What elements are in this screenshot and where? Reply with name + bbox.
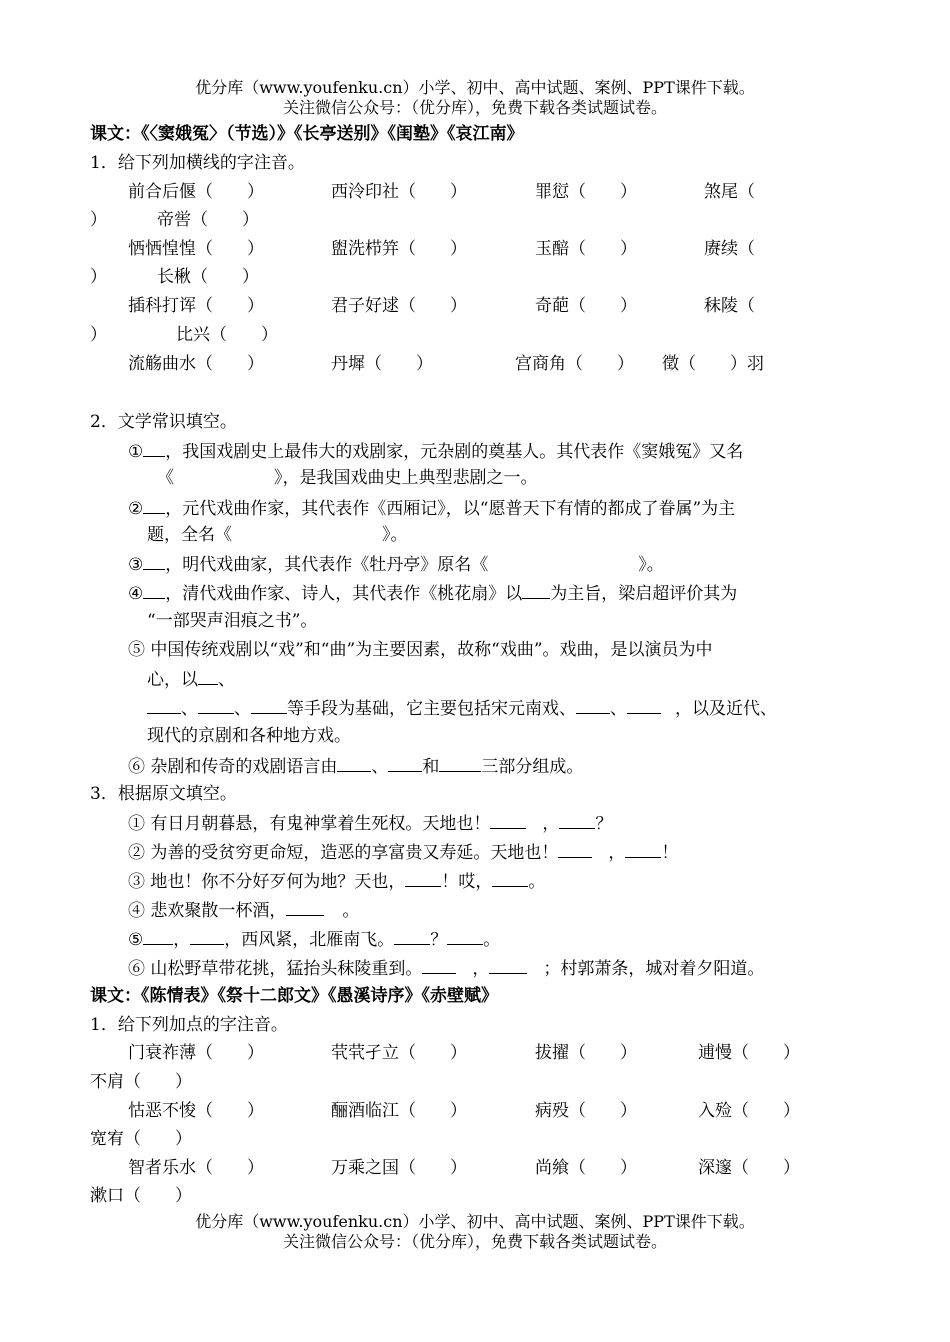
q3-item-4: ④ 悲欢聚散一杯酒， 。: [128, 901, 360, 921]
header-line-1: 优分库（www.youfenku.cn）小学、初中、高中试题、案例、PPT课件下载。: [195, 78, 755, 97]
q2-item-4-cont: “一部哭声泪痕之书”。: [147, 611, 318, 631]
answer-blank[interactable]: [627, 697, 661, 714]
pinyin-item: 恓恓惶惶（ ）: [128, 239, 264, 259]
lesson1-q2-prompt: 2．文学常识填空。: [90, 412, 237, 432]
pinyin-item: 前合后偃（ ）: [128, 182, 264, 202]
answer-blank[interactable]: [489, 957, 527, 974]
answer-blank[interactable]: [190, 928, 224, 945]
pinyin-item: 万乘之国（ ）: [331, 1158, 467, 1178]
pinyin-item: 盥洗栉笄（ ）: [331, 239, 467, 259]
pinyin-item: 奇葩（ ）: [535, 296, 637, 316]
q2-item-1: ① ，我国戏剧史上最伟大的戏剧家，元杂剧的奠基人。其代表作《窦娥冤》又名: [128, 442, 744, 462]
answer-blank[interactable]: [143, 440, 165, 457]
pinyin-item: 插科打诨（ ）: [128, 296, 264, 316]
answer-blank[interactable]: [558, 841, 592, 858]
lesson2-q1-prompt: 1．给下列加点的字注音。: [90, 1015, 288, 1035]
pinyin-item: ）: [90, 210, 107, 230]
lesson2-title: 课文：《陈情表》《祭十二郎文》《愚溪诗序》《赤壁赋》: [90, 986, 498, 1006]
pinyin-item: 漱口（ ）: [90, 1186, 192, 1206]
pinyin-item: 病殁（ ）: [535, 1101, 637, 1121]
pinyin-item: 尚飨（ ）: [535, 1158, 637, 1178]
answer-blank[interactable]: [576, 697, 610, 714]
answer-blank[interactable]: [198, 697, 234, 714]
pinyin-item: 门衰祚薄（ ）: [128, 1043, 264, 1063]
q2-item-2-cont: 题，全名《 》。: [147, 525, 408, 545]
lesson1-q3-prompt: 3．根据原文填空。: [90, 784, 237, 804]
q3-item-5: ⑤ ， ，西风紧，北雁南飞。 ？ 。: [128, 930, 501, 950]
pinyin-item: 长楸（ ）: [157, 267, 259, 287]
pinyin-item: ）: [90, 325, 107, 345]
answer-blank[interactable]: [147, 697, 181, 714]
answer-blank[interactable]: [439, 755, 481, 772]
answer-blank[interactable]: [625, 841, 661, 858]
answer-blank[interactable]: [522, 582, 550, 599]
q3-item-6: ⑥ 山松野草带花挑，猛抬头秣陵重到。 ， ；村郭萧条，城对着夕阳道。: [128, 959, 765, 979]
q3-item-1: ① 有日月朝暮悬，有鬼神掌着生死权。天地也！ ， ？: [128, 814, 613, 834]
lesson1-q1-prompt: 1．给下列加横线的字注音。: [90, 153, 305, 173]
pinyin-item: 茕茕孑立（ ）: [331, 1043, 467, 1063]
pinyin-item: 罪愆（ ）: [535, 182, 637, 202]
pinyin-item: 流觞曲水（ ）: [128, 354, 264, 374]
pinyin-item: 智者乐水（ ）: [128, 1158, 264, 1178]
pinyin-item: 煞尾（: [704, 182, 755, 202]
answer-blank[interactable]: [447, 928, 483, 945]
pinyin-item: 宫商角（ ）: [515, 354, 634, 374]
pinyin-item: 君子好逑（ ）: [331, 296, 467, 316]
pinyin-item: 拔擢（ ）: [535, 1043, 637, 1063]
pinyin-item: 深邃（ ）: [698, 1158, 800, 1178]
lesson1-title: 课文：《〈窦娥冤〉（节选）》《长亭送别》《闺塾》《哀江南》: [90, 124, 524, 144]
q3-item-2: ② 为善的受贫穷更命短，造恶的享富贵又寿延。天地也！ ， ！: [128, 843, 679, 863]
q2-item-5-cont3: 现代的京剧和各种地方戏。: [147, 726, 351, 746]
answer-blank[interactable]: [143, 582, 165, 599]
footer-line-2: 关注微信公众号：（优分库），免费下载各类试题试卷。: [282, 1232, 667, 1251]
pinyin-item: 西泠印社（ ）: [331, 182, 467, 202]
answer-blank[interactable]: [143, 497, 165, 514]
q2-item-2: ② ，元代戏曲作家，其代表作《西厢记》，以“愿普天下有情的都成了眷属”为主: [128, 499, 736, 519]
pinyin-item: 秣陵（: [704, 296, 755, 316]
q3-item-3: ③ 地也！你不分好歹何为地？天也， ！哎， 。: [128, 872, 546, 892]
pinyin-item: 丹墀（ ）: [331, 354, 433, 374]
answer-blank[interactable]: [422, 957, 456, 974]
answer-blank[interactable]: [559, 812, 595, 829]
answer-blank[interactable]: [337, 755, 371, 772]
answer-blank[interactable]: [394, 928, 430, 945]
q2-item-5: ⑤ 中国传统戏剧以“戏”和“曲”为主要因素，故称“戏曲”。戏曲，是以演员为中: [128, 640, 713, 660]
answer-blank[interactable]: [286, 899, 324, 916]
q2-item-5-cont2: 、 、 等手段为基础，它主要包括宋元南戏、 、 ，以及近代、: [147, 697, 777, 720]
q2-item-1-cont: 《 》，是我国戏曲史上典型悲剧之一。: [157, 468, 538, 488]
pinyin-item: 玉醅（ ）: [535, 239, 637, 259]
answer-blank[interactable]: [251, 697, 287, 714]
answer-blank[interactable]: [492, 870, 528, 887]
pinyin-item: 不肩（ ）: [90, 1072, 192, 1092]
pinyin-item: 怙恶不悛（ ）: [128, 1101, 264, 1121]
pinyin-item: 逋慢（ ）: [698, 1043, 800, 1063]
answer-blank[interactable]: [388, 755, 422, 772]
pinyin-item: 宽宥（ ）: [90, 1129, 192, 1149]
pinyin-item: 徵（ ）羽: [662, 354, 764, 374]
pinyin-item: 酾酒临江（ ）: [331, 1101, 467, 1121]
q2-item-3: ③ ，明代戏曲家，其代表作《牡丹亭》原名《 》。: [128, 555, 664, 575]
answer-blank[interactable]: [143, 928, 173, 945]
pinyin-item: 入殓（ ）: [698, 1101, 800, 1121]
q2-item-4: ④ ，清代戏曲作家、诗人，其代表作《桃花扇》以 为主旨，梁启超评价其为: [128, 584, 738, 604]
pinyin-item: 帝喾（ ）: [157, 210, 259, 230]
q2-item-5-cont: 心，以 、: [147, 670, 235, 690]
answer-blank[interactable]: [490, 812, 526, 829]
q2-item-6: ⑥ 杂剧和传奇的戏剧语言由 、 和 三部分组成。: [128, 757, 584, 777]
answer-blank[interactable]: [143, 553, 165, 570]
pinyin-item: ）: [90, 267, 107, 287]
pinyin-item: 赓续（: [704, 239, 755, 259]
pinyin-item: 比兴（ ）: [176, 325, 278, 345]
footer-line-1: 优分库（www.youfenku.cn）小学、初中、高中试题、案例、PPT课件下载。: [195, 1212, 755, 1231]
answer-blank[interactable]: [405, 870, 441, 887]
header-line-2: 关注微信公众号：（优分库），免费下载各类试题试卷。: [282, 98, 667, 117]
answer-blank[interactable]: [198, 668, 218, 685]
